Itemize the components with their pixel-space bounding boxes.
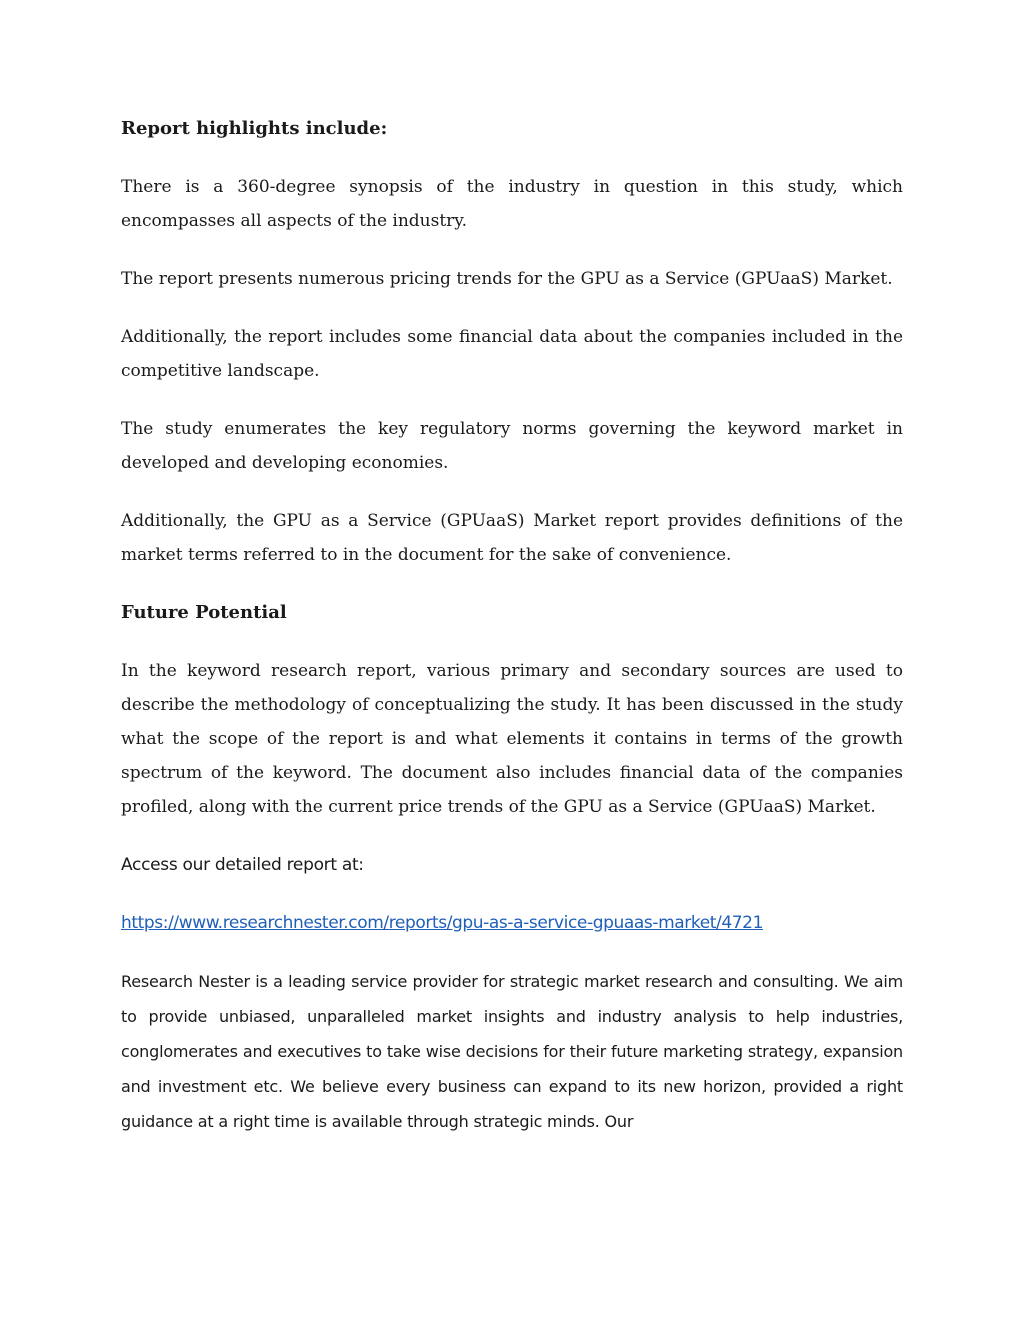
highlight-paragraph: The study enumerates the key regulatory norms governing the keyword market in developed and developing economies. xyxy=(121,419,903,473)
access-report-label: Access our detailed report at: xyxy=(121,855,364,875)
document-body xyxy=(121,112,903,1139)
future-potential-heading: Future Potential xyxy=(121,602,287,623)
highlight-paragraph: The report presents numerous pricing trends for the GPU as a Service (GPUaaS) Market. xyxy=(121,269,893,289)
highlight-paragraph: There is a 360-degree synopsis of the industry in question in this study, which encompasses all aspects of the industry. xyxy=(121,177,903,231)
report-link[interactable]: https://www.researchnester.com/reports/gpu-as-a-service-gpuaas-market/4721 xyxy=(121,913,764,933)
future-potential-paragraph: In the keyword research report, various primary and secondary sources are used to describe the methodology of conceptualizing the study. It has been discussed in the study what the scope of the report is and what elements it contains in terms of the growth spectrum of the keyword. The document also includes financial data of the companies profiled, along with the current price trends of the GPU as a Service (GPUaaS) Market. xyxy=(121,661,903,817)
highlights-heading: Report highlights include: xyxy=(121,118,388,139)
highlight-paragraph: Additionally, the report includes some financial data about the companies included in the competitive landscape. xyxy=(121,327,903,381)
about-paragraph: Research Nester is a leading service provider for strategic market research and consulting. We aim to provide unbiased, unparalleled market insights and industry analysis to help industries, conglomerates and executives to take wise decisions for their future marketing strategy, expansion and investment etc. We believe every business can expand to its new horizon, provided a right guidance at a right time is available through strategic minds. Our xyxy=(121,972,903,1131)
highlight-paragraph: Additionally, the GPU as a Service (GPUaaS) Market report provides definitions of the market terms referred to in the document for the sake of convenience. xyxy=(121,511,903,565)
